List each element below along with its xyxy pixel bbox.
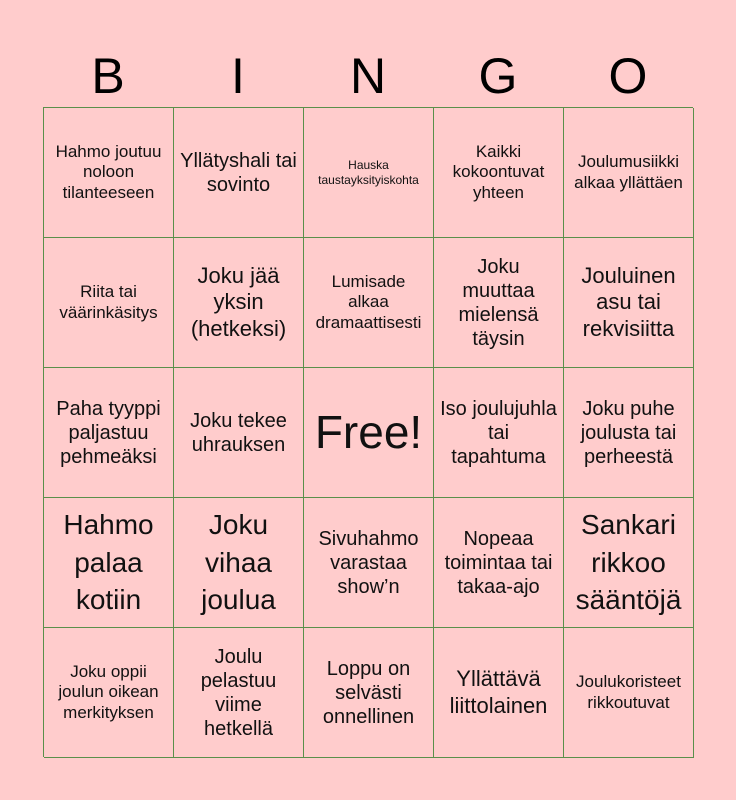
bingo-cell[interactable]: Joku vihaa joulua	[174, 498, 304, 628]
bingo-header	[43, 44, 693, 108]
header-letter-g: G	[478, 48, 518, 104]
bingo-cell[interactable]: Nopeaa toimintaa tai takaa-ajo	[434, 498, 564, 628]
bingo-cell[interactable]: Sivuhahmo varastaa show’n	[304, 498, 434, 628]
bingo-cell[interactable]: Sankari rikkoo sääntöjä	[564, 498, 694, 628]
bingo-cell[interactable]: Joulu pelastuu viime hetkellä	[174, 628, 304, 758]
header-letter-b: B	[91, 48, 125, 104]
bingo-cell[interactable]: Joku tekee uhrauksen	[174, 368, 304, 498]
bingo-cell[interactable]: Paha tyyppi paljastuu pehmeäksi	[44, 368, 174, 498]
header-letter-n: N	[349, 48, 387, 104]
bingo-cell[interactable]: Riita tai väärinkäsitys	[44, 238, 174, 368]
bingo-board	[43, 107, 693, 757]
bingo-cell[interactable]: Iso joulujuhla tai tapahtuma	[434, 368, 564, 498]
bingo-cell[interactable]: Jouluinen asu tai rekvisiitta	[564, 238, 694, 368]
bingo-cell[interactable]: Hahmo palaa kotiin	[44, 498, 174, 628]
free-cell[interactable]: Free!	[304, 368, 434, 498]
bingo-cell[interactable]: Yllätyshali tai sovinto	[174, 108, 304, 238]
bingo-cell[interactable]: Joku muuttaa mielensä täysin	[434, 238, 564, 368]
bingo-cell[interactable]: Joulukoristeet rikkoutuvat	[564, 628, 694, 758]
header-letter-o: O	[608, 48, 648, 104]
bingo-cell[interactable]: Loppu on selvästi onnellinen	[304, 628, 434, 758]
header-letter-i: I	[231, 48, 245, 104]
bingo-cell[interactable]: Yllättävä liittolainen	[434, 628, 564, 758]
bingo-cell[interactable]: Lumisade alkaa dramaattisesti	[304, 238, 434, 368]
bingo-cell[interactable]: Joku puhe joulusta tai perheestä	[564, 368, 694, 498]
bingo-cell[interactable]: Joku oppii joulun oikean merkityksen	[44, 628, 174, 758]
bingo-cell[interactable]: Hahmo joutuu noloon tilanteeseen	[44, 108, 174, 238]
bingo-cell[interactable]: Joku jää yksin (hetkeksi)	[174, 238, 304, 368]
bingo-cell[interactable]: Hauska taustayksityiskohta	[304, 108, 434, 238]
bingo-cell[interactable]: Kaikki kokoontuvat yhteen	[434, 108, 564, 238]
bingo-cell[interactable]: Joulumusiikki alkaa yllättäen	[564, 108, 694, 238]
